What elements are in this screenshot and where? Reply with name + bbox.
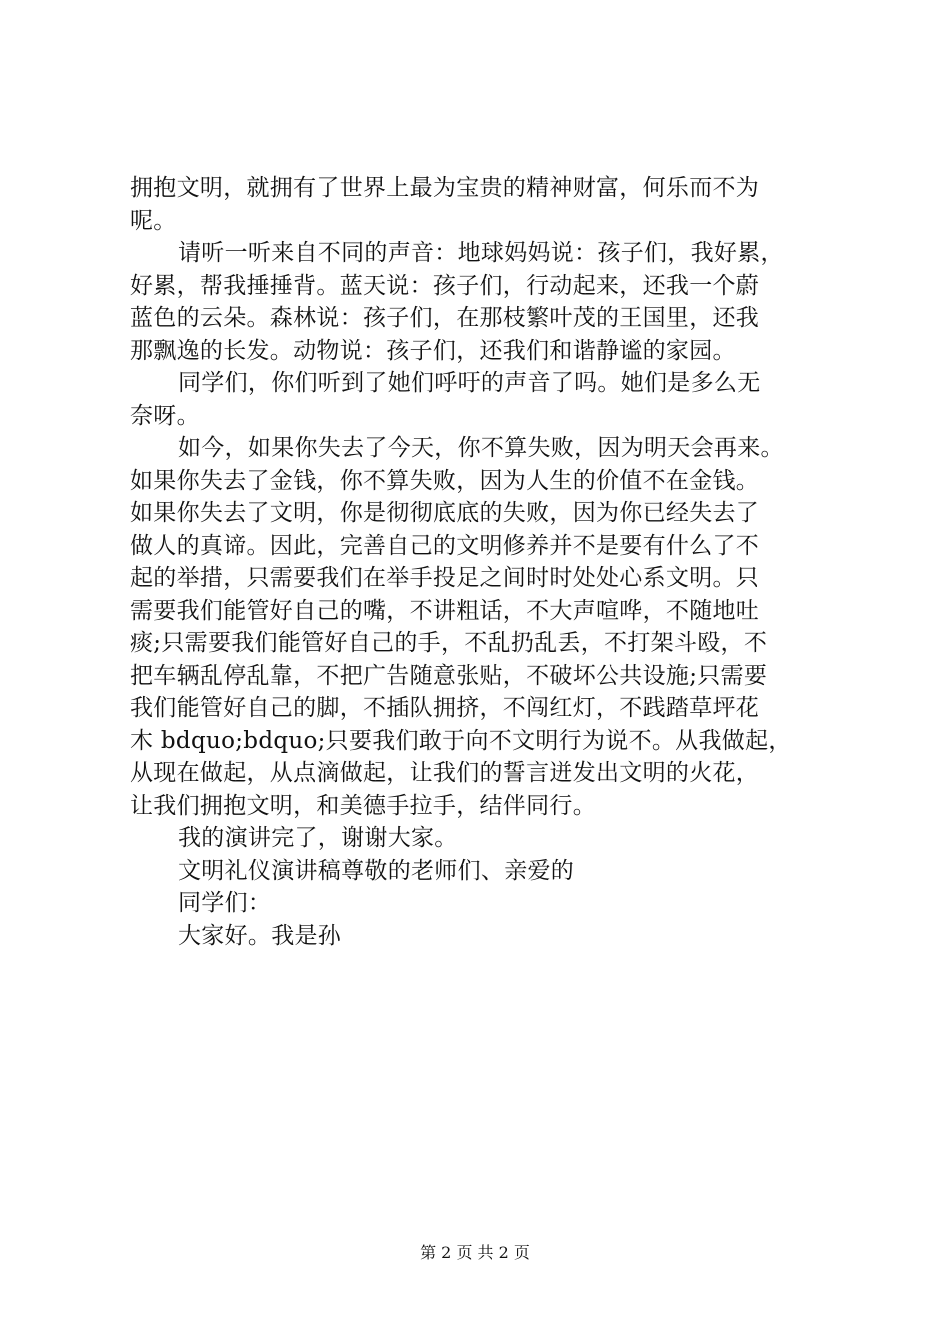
text-line: 好累，帮我捶捶背。蓝天说：孩子们，行动起来，还我一个蔚 — [130, 272, 760, 299]
text-line: 如果你失去了金钱，你不算失败，因为人生的价值不在金钱。 — [130, 467, 760, 494]
text-line: 把车辆乱停乱靠，不把广告随意张贴，不破坏公共设施;只需要 — [130, 662, 768, 689]
text-line: 请听一听来自不同的声音：地球妈妈说：孩子们，我好累， — [178, 240, 784, 266]
text-line: 痰;只需要我们能管好自己的手，不乱扔乱丢，不打架斗殴，不 — [130, 630, 768, 656]
text-line: 同学们： — [178, 890, 272, 916]
page-footer: 第 2 页 共 2 页 — [420, 1243, 530, 1262]
text-line: 大家好。我是孙 — [178, 922, 342, 949]
text-line: 蓝色的云朵。森林说：孩子们，在那枝繁叶茂的王国里，还我 — [130, 305, 760, 331]
text-line: 从现在做起，从点滴做起，让我们的誓言迸发出文明的火花， — [130, 760, 760, 786]
text-line: 我的演讲完了，谢谢大家。 — [178, 825, 458, 851]
text-line: 起的举措，只需要我们在举手投足之间时时处处心系文明。只 — [130, 565, 760, 591]
text-line: 如今，如果你失去了今天，你不算失败，因为明天会再来。 — [178, 435, 784, 461]
text-line: 拥抱文明，就拥有了世界上最为宝贵的精神财富，何乐而不为 — [130, 175, 760, 201]
text-line: 需要我们能管好自己的嘴，不讲粗话，不大声喧哗，不随地吐 — [130, 597, 760, 624]
text-line: 做人的真谛。因此，完善自己的文明修养并不是要有什么了不 — [130, 532, 760, 559]
text-line: 同学们，你们听到了她们呼吁的声音了吗。她们是多么无 — [178, 370, 761, 396]
document-body — [130, 172, 850, 952]
text-line: 呢。 — [130, 207, 177, 234]
text-line: 让我们拥抱文明，和美德手拉手，结伴同行。 — [130, 792, 596, 819]
text-line: 木 bdquo;bdquo;只要我们敢于向不文明行为说不。从我做起， — [130, 727, 792, 754]
text-line: 我们能管好自己的脚，不插队拥挤，不闯红灯，不践踏草坪花 — [130, 695, 760, 721]
text-line: 如果你失去了文明，你是彻彻底底的失败，因为你已经失去了 — [130, 500, 760, 526]
text-line: 文明礼仪演讲稿尊敬的老师们、亲爱的 — [178, 857, 575, 884]
text-line: 奈呀。 — [130, 402, 200, 429]
text-line: 那飘逸的长发。动物说：孩子们，还我们和谐静谧的家园。 — [130, 337, 736, 364]
